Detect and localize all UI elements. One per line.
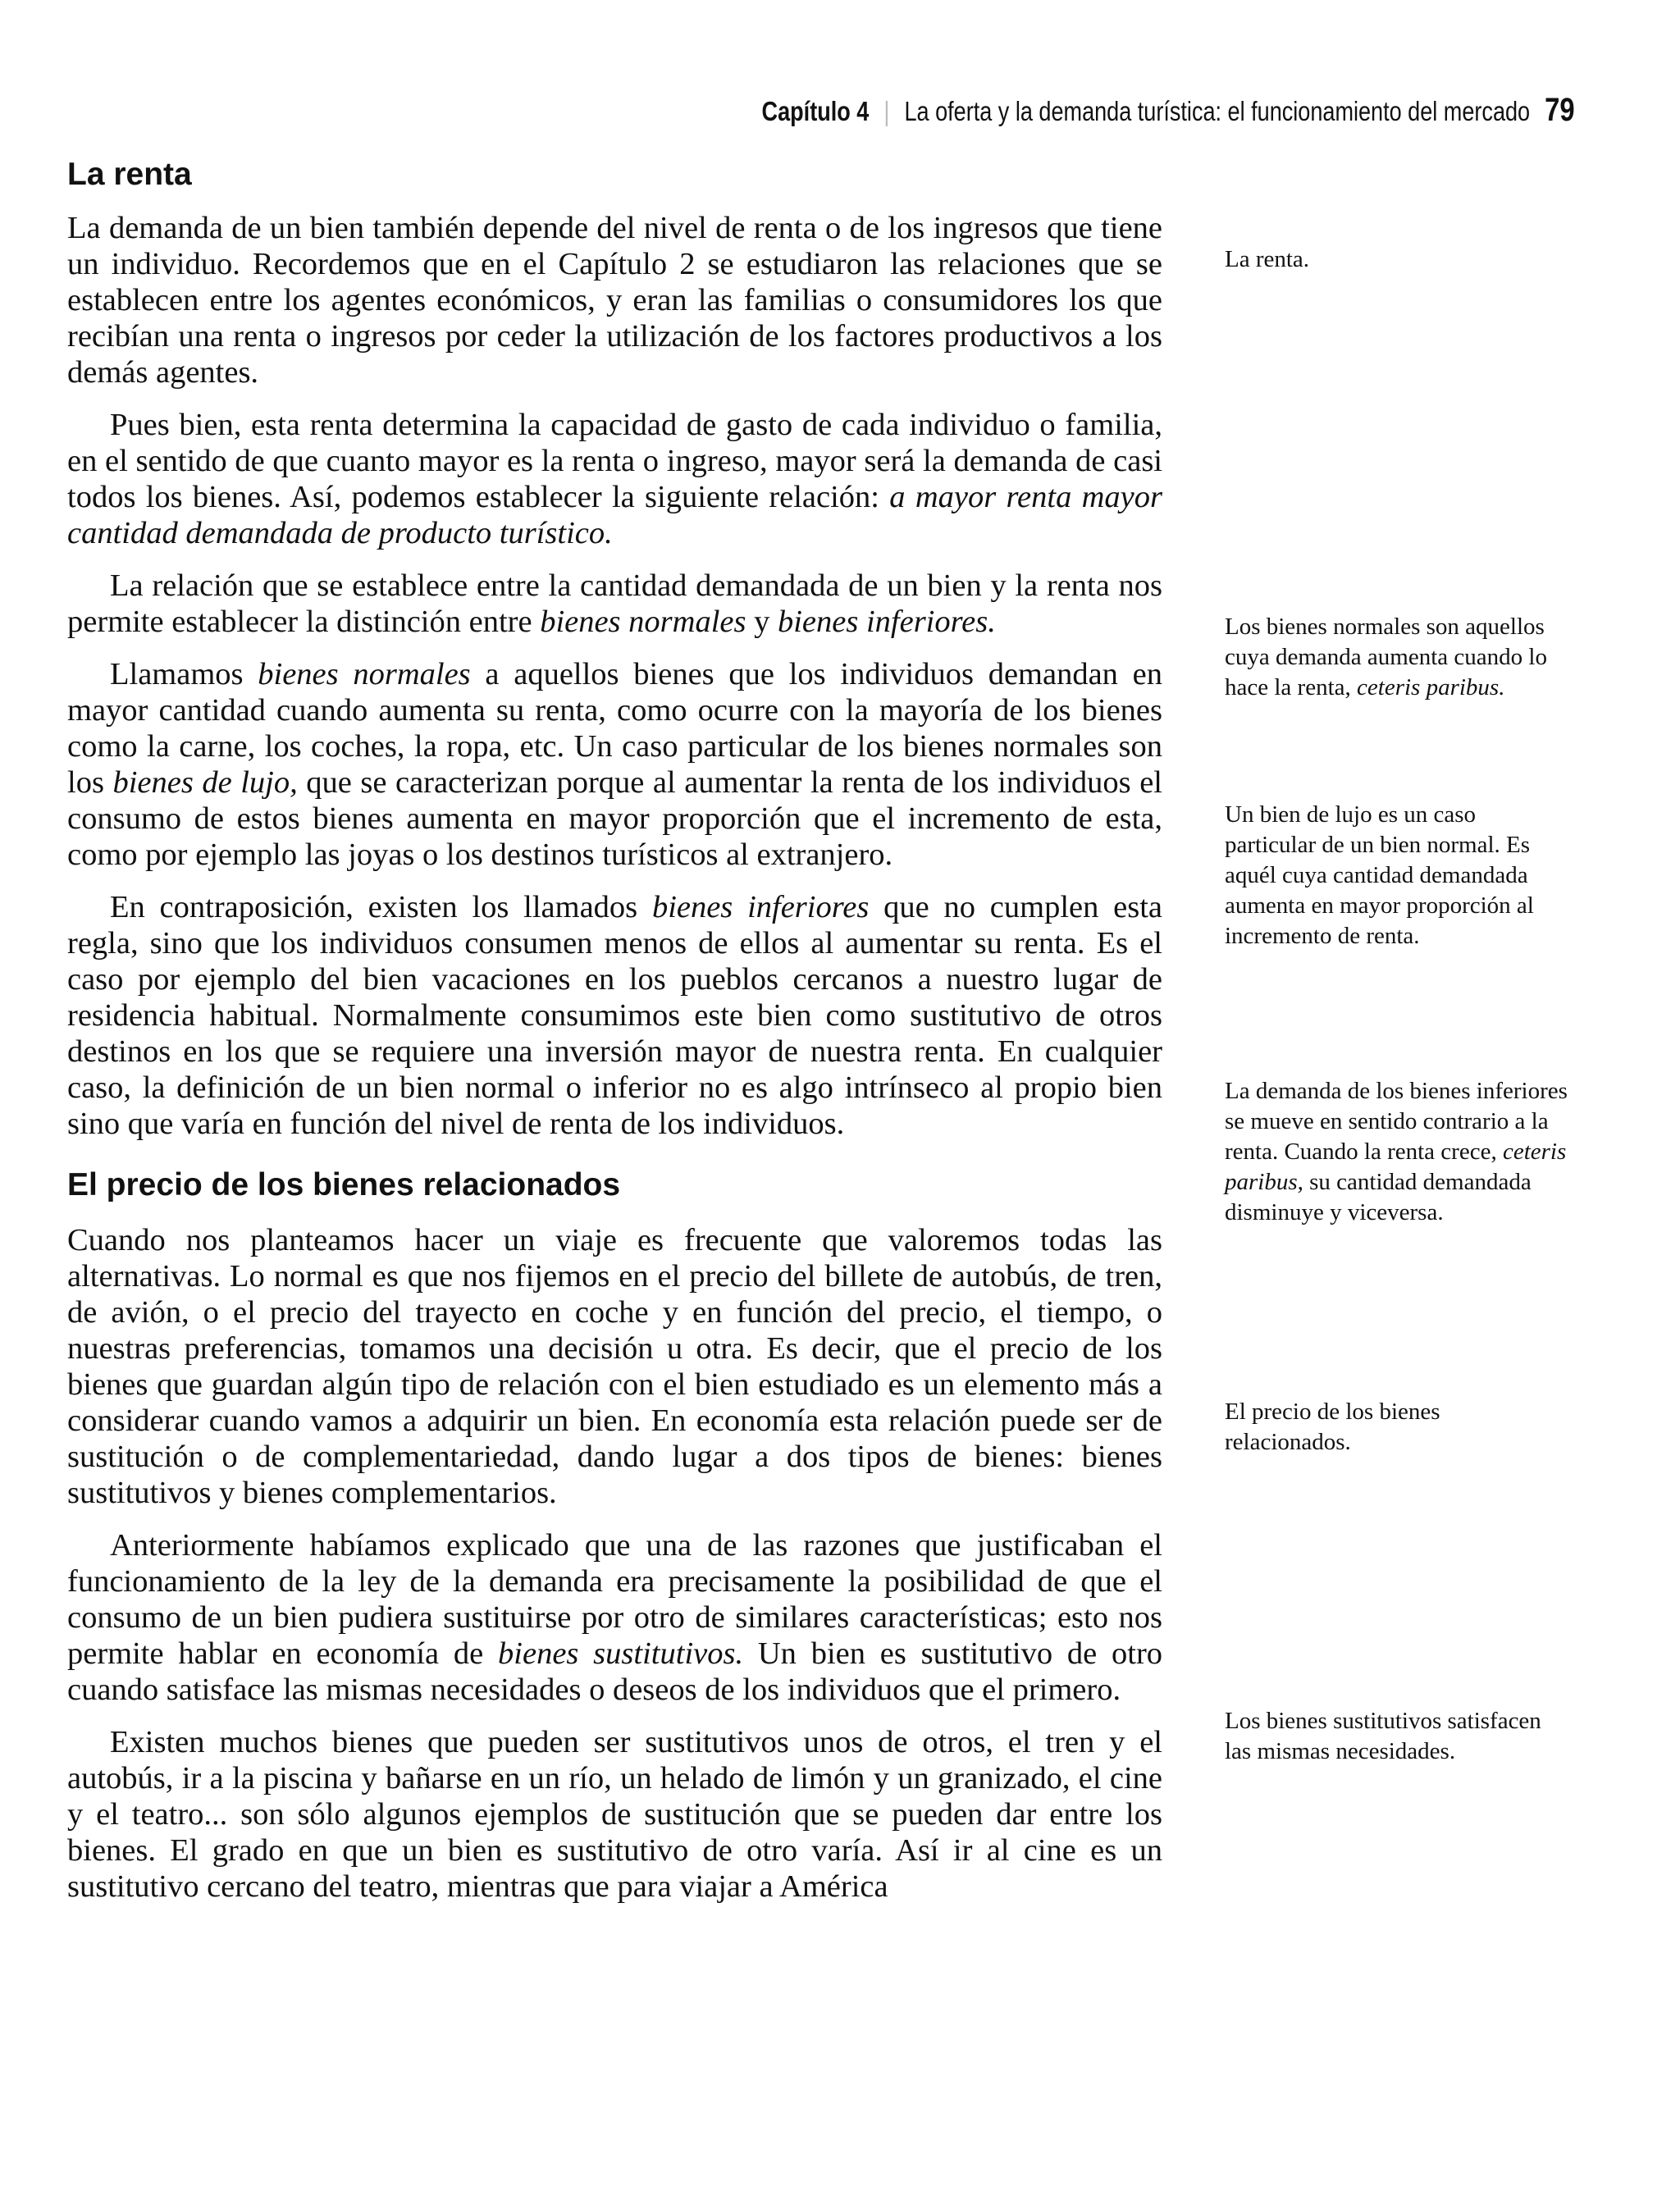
margin-note-bienes-sustitutivos: Los bienes sustitutivos satisfacen las mismas necesidades.	[1225, 1708, 1541, 1764]
chapter-label: Capítulo 4	[761, 96, 870, 126]
paragraph: Pues bien, esta renta determina la capacidad de gasto de cada individuo o familia, en el sentido de que cuanto mayor es la renta o ingreso, mayor será la demanda de casi todos los bienes. Así, podemos establecer la siguiente relación: a mayor renta mayor cantidad demandada de producto turístico.	[67, 408, 1163, 550]
paragraph: Cuando nos planteamos hacer un viaje es frecuente que valoremos todas las alternativas. Lo normal es que nos fijemos en el precio del billete de autobús, de tren, de avión, o el precio del trayecto en coche y en función del precio, el tiempo, o nuestras preferencias, tomamos una decisión u otra. Es decir, que el precio de los bienes que guardan algún tipo de relación con el bien estudiado es un elemento más a considerar cuando vamos a adquirir un bien. En economía esta relación puede ser de sustitución o de complementariedad, dando lugar a dos tipos de bienes: bienes sustitutivos y bienes complementarios.	[67, 1223, 1162, 1510]
margin-note-renta: La renta.	[1225, 246, 1310, 272]
margin-note-bienes-normales: Los bienes normales son aquellos cuya demanda aumenta cuando lo hace la renta, ceteris paribus.	[1225, 614, 1547, 700]
chapter-title: La oferta y la demanda turística: el funcionamiento del mercado	[904, 96, 1531, 126]
paragraph: En contraposición, existen los llamados bienes inferiores que no cumplen esta regla, sino que los individuos consumen menos de ellos al aumentar su renta. Es el caso por ejemplo del bien vacaciones en los pueblos cercanos a nuestro lugar de residencia habitual. Normalmente consumimos este bien como sustitutivo de otros destinos en los que se requiere una inversión mayor de nuestra renta. En cualquier caso, la definición de un bien normal o inferior no es algo intrínseco al propio bien sino que varía en función del nivel de renta de los individuos.	[67, 890, 1162, 1141]
margin-note-bien-de-lujo: Un bien de lujo es un caso particular de un bien normal. Es aquél cuya cantidad demandada aumenta en mayor proporción al incremento de renta.	[1225, 801, 1534, 949]
main-text	[67, 156, 1162, 1921]
section-heading-precio: El precio de los bienes relacionados	[67, 1167, 621, 1202]
running-header	[762, 92, 1575, 129]
header-separator: |	[883, 96, 890, 126]
margin-note-bienes-inferiores: La demanda de los bienes inferiores se mueve en sentido contrario a la renta. Cuando la renta crece, ceteris paribus, su cantidad demandada disminuye y viceversa.	[1225, 1078, 1568, 1225]
section-heading-renta: La renta	[67, 157, 192, 192]
paragraph: Anteriormente habíamos explicado que una de las razones que justificaban el funcionamiento de la ley de la demanda era precisamente la posibilidad de que el consumo de un bien pudiera sustituirse por otro de similares características; esto nos permite hablar en economía de bienes sustitutivos. Un bien es sustitutivo de otro cuando satisface las mismas necesidades o deseos de los individuos que el primero.	[67, 1528, 1163, 1707]
paragraph: Llamamos bienes normales a aquellos bienes que los individuos demandan en mayor cantidad cuando aumenta su renta, como ocurre con la mayoría de los bienes como la carne, los coches, la ropa, etc. Un caso particular de los bienes normales son los bienes de lujo, que se caracterizan porque al aumentar la renta de los individuos el consumo de estos bienes aumenta en mayor proporción que el incremento de esta, como por ejemplo las joyas o los destinos turísticos al extranjero.	[67, 657, 1162, 872]
margin-note-bienes-relacionados: El precio de los bienes relacionados.	[1225, 1399, 1440, 1455]
page-number: 79	[1545, 92, 1575, 128]
paragraph: Existen muchos bienes que pueden ser sustitutivos unos de otros, el tren y el autobús, ir a la piscina y bañarse en un río, un helado de limón y un granizado, el cine y el teatro... son sólo algunos ejemplos de sustitución que se pueden dar entre los bienes. El grado en que un bien es sustitutivo de otro varía. Así ir al cine es un sustitutivo cercano del teatro, mientras que para viajar a América	[67, 1725, 1162, 1904]
paragraph: La demanda de un bien también depende del nivel de renta o de los ingresos que tiene un individuo. Recordemos que en el Capítulo 2 se estudiaron las relaciones que se establecen entre los agentes económicos, y eran las familias o consumidores los que recibían una renta o ingresos por ceder la utilización de los factores productivos a los demás agentes.	[67, 211, 1162, 390]
paragraph: La relación que se establece entre la cantidad demandada de un bien y la renta nos permite establecer la distinción entre bienes normales y bienes inferiores.	[67, 568, 1162, 639]
